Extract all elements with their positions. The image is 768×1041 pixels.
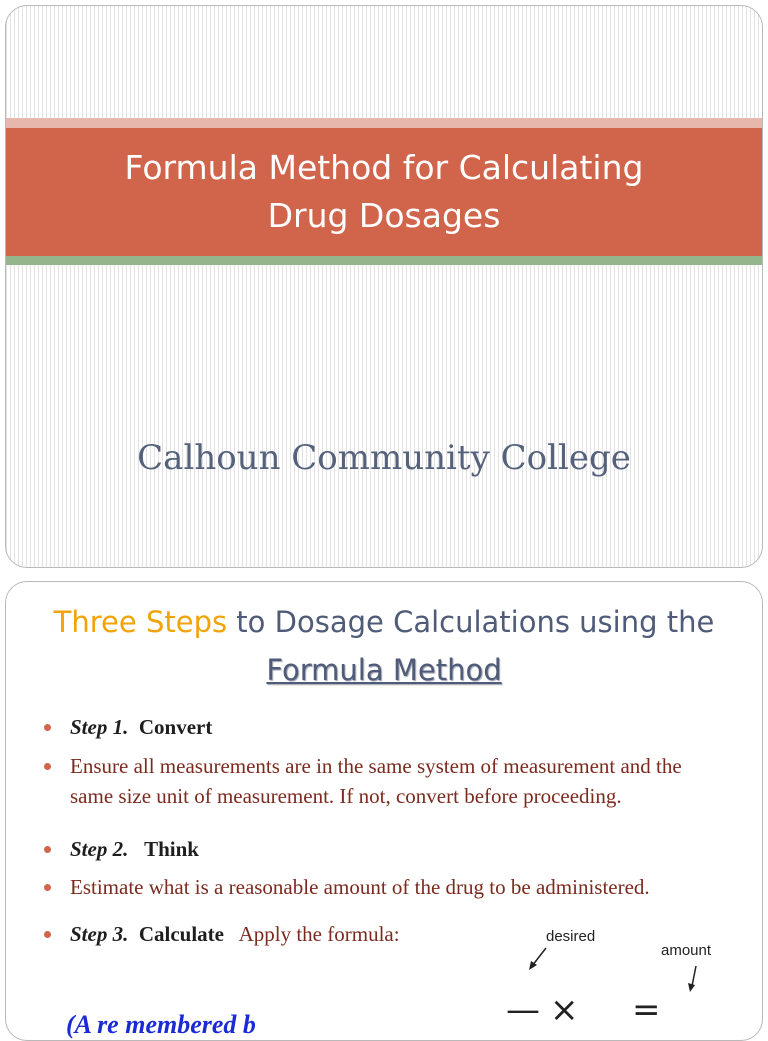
accent-band-bottom xyxy=(6,256,762,265)
fraction-bar-icon: — xyxy=(506,990,540,1030)
formula-method-link[interactable]: Formula Method xyxy=(266,653,502,687)
arrow-down-icon xyxy=(686,964,702,994)
bullet-dot xyxy=(44,931,51,938)
step-name: Think xyxy=(144,837,199,861)
step-label: Step 2. xyxy=(70,837,129,861)
bullet-dot xyxy=(44,763,51,770)
step-label: Step 1. xyxy=(70,715,129,739)
step-detail: Estimate what is a reasonable amount of the drug to be administered. xyxy=(70,875,650,899)
step-name: Calculate xyxy=(138,922,224,946)
slide-title: Formula Method for Calculating Drug Dosages xyxy=(124,148,644,235)
title-band xyxy=(6,128,762,256)
step-extra: Apply the formula: xyxy=(238,922,400,946)
slide-subtitle: Calhoun Community College xyxy=(137,438,631,478)
step-name: Convert xyxy=(138,715,213,739)
bullet-dot xyxy=(44,724,51,731)
list-item-step-3 xyxy=(44,919,724,949)
accent-band-top xyxy=(6,118,762,128)
multiply-icon: × xyxy=(550,990,579,1030)
step-label: Step 3. xyxy=(70,922,129,946)
step-detail: Ensure all measurements are in the same system of measurement and the same size unit of measurement. If not, convert before proceeding. xyxy=(70,754,682,808)
amount-label: amount xyxy=(661,942,712,959)
heading-highlight: Three Steps xyxy=(53,605,228,639)
arrow-down-left-icon xyxy=(526,946,550,972)
list-item-step-1 xyxy=(44,712,724,742)
list-item-step-2-detail xyxy=(44,872,724,902)
heading-middle: to Dosage Calculations using the xyxy=(227,605,715,639)
slide-heading xyxy=(6,598,762,694)
bullet-dot xyxy=(44,846,51,853)
list-item-step-1-detail xyxy=(44,751,724,811)
title-slide xyxy=(5,5,763,568)
bullet-dot xyxy=(44,884,51,891)
list-item-step-2 xyxy=(44,834,724,864)
desired-label: desired xyxy=(546,928,596,945)
steps-slide xyxy=(5,581,763,1041)
equals-icon: = xyxy=(632,990,661,1030)
partial-note: (A re membered b xyxy=(66,1010,256,1039)
